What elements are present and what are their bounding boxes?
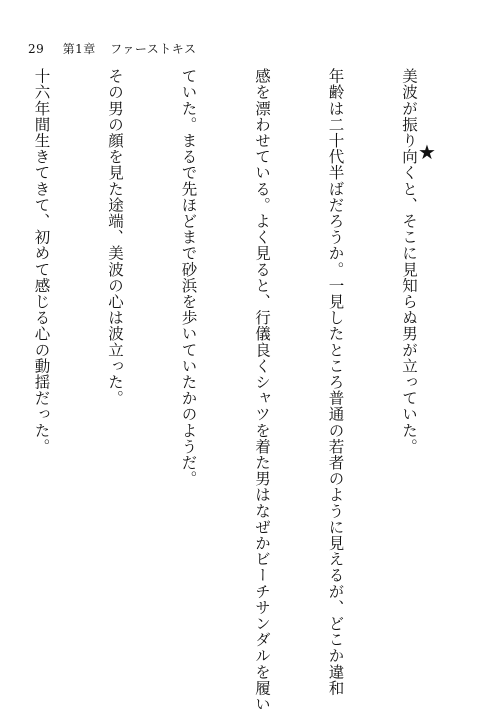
text-line: 年齢は二十代半ばだろうか。一見したところ普通の若者のように見えるが、どこか違和 [326,68,345,696]
text-line: ていた。まるで先ほどまで砂浜を歩いていたかのようだ。 [179,68,198,487]
star-icon: ★ [418,140,436,164]
chapter-label: 第1章 [62,42,96,56]
page-number: 29 [28,42,45,56]
text-line: 感を漂わせている。よく見ると、行儀良くシャツを着た男はなぜかビーチサンダルを履い [253,68,271,712]
body-text [32,68,470,712]
chapter-title: ファーストキス [110,42,197,56]
text-line: 十六年間生きてきて、初めて感じる心の動揺だった。 [32,68,51,455]
text-line: その男の顔を見た途端、美波の心は波立った。 [106,68,124,407]
text-line: 美波が振り向くと、そこに見知らぬ男が立っていた。 [400,68,418,455]
running-header [28,40,197,57]
